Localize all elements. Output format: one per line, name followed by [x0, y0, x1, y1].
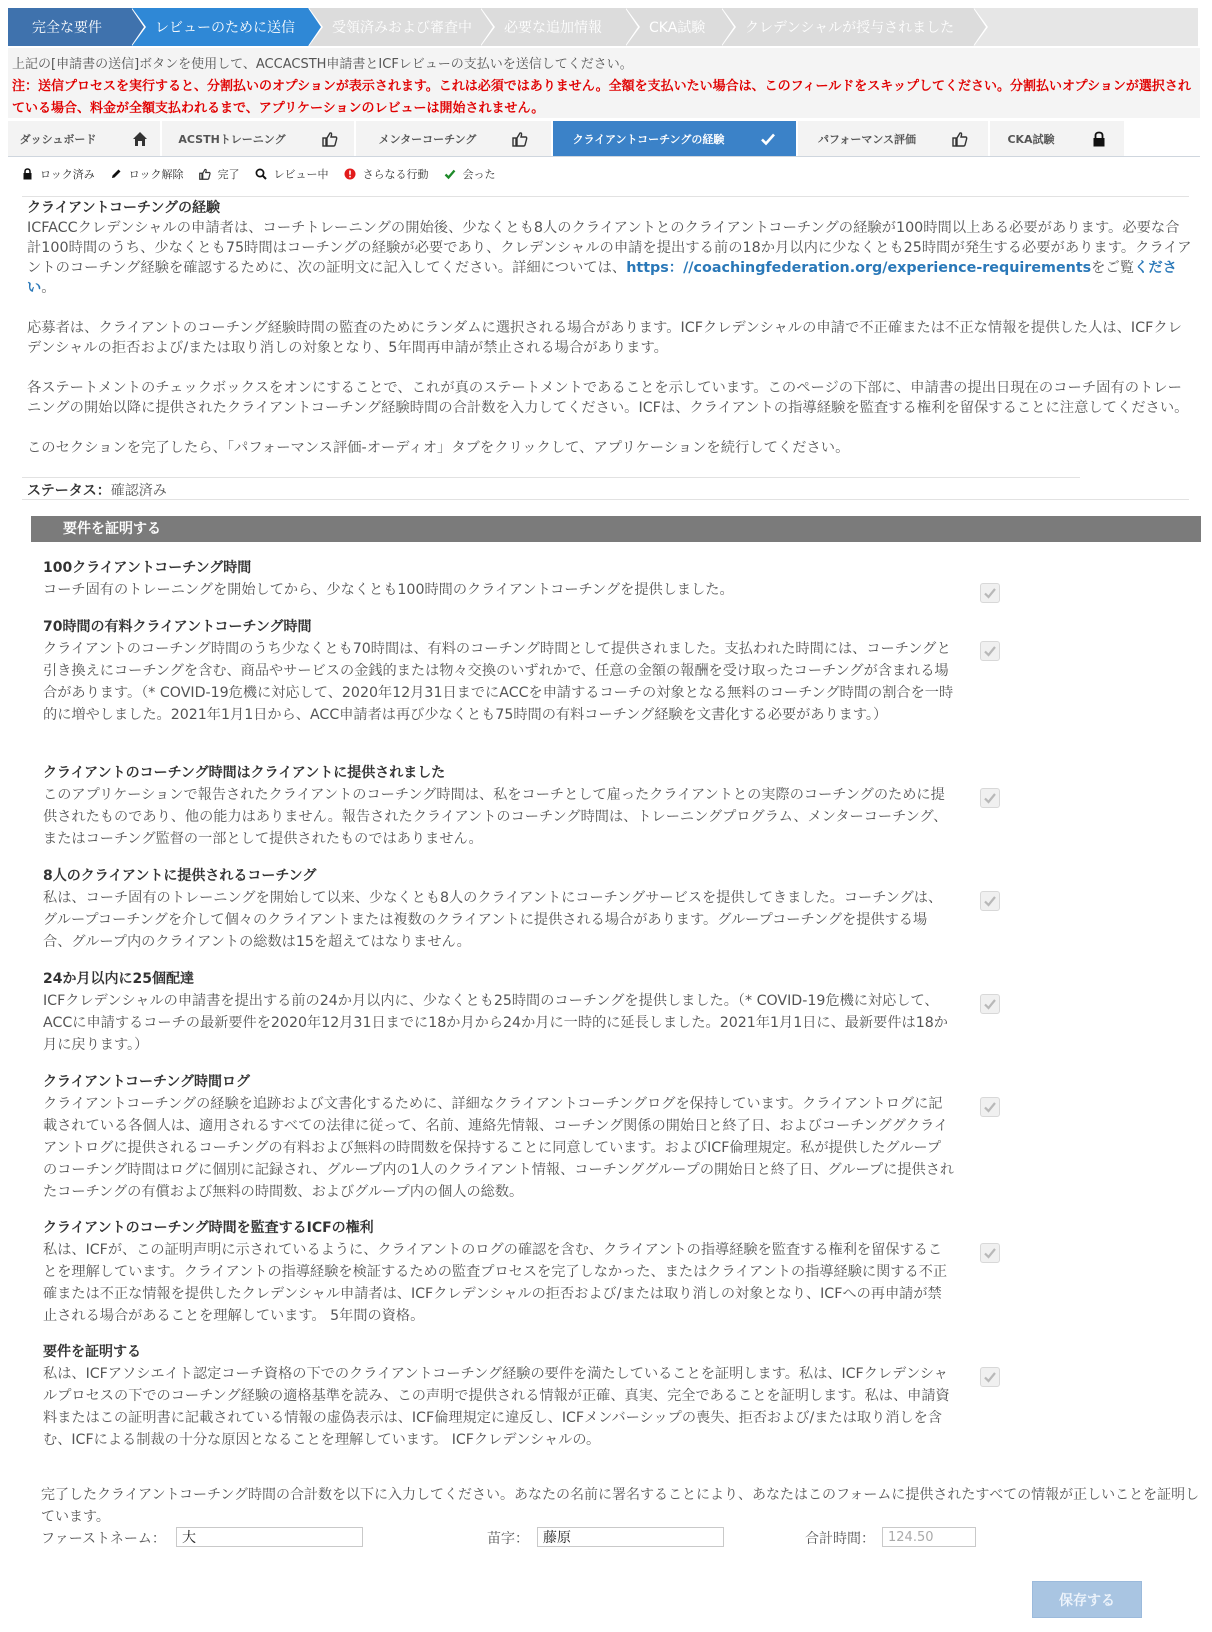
see-here-link[interactable]: ください: [27, 260, 1177, 296]
last-name-label: 苗字：: [487, 1531, 529, 1547]
thumbs-up-icon: [952, 131, 968, 147]
attest-checkbox[interactable]: [980, 788, 1000, 808]
section-tabs: [8, 121, 1200, 157]
submission-notice: [8, 48, 1200, 118]
legend-label: ロック解除: [128, 168, 184, 181]
legend-label: さらなる行動: [362, 168, 429, 181]
tab-cka-exam[interactable]: [990, 121, 1126, 156]
step-label: 完全な要件: [32, 20, 102, 36]
alert-icon: [344, 168, 356, 180]
tab-client-coaching-experience[interactable]: [553, 121, 798, 156]
step-submit-for-review[interactable]: [131, 8, 308, 46]
attest-item-body: ICFクレデンシャルの申請書を提出する前の24か月以内に、少なくとも25時間のコーチングを提供しました。（* COVID-19危機に対応して、ACCに申請するコーチの最新要件を2020年12月31日までに18か月から24か月に一時的に延長しました。2021年1月1日に、最新要件は18か月に戻ります。）: [43, 993, 948, 1053]
checkmark-icon: [983, 1370, 997, 1384]
attest-item-body: このアプリケーションで報告されたクライアントのコーチング時間は、私をコーチとして雇ったクライアントとの実際のコーチングのために提供されたものであり、他の能力はありません。報告されたクライアントのコーチング時間は、トレーニングプログラム、メンターコーチング、またはコーチング監督の一部として提供されたものではありません。: [43, 787, 948, 847]
legend-met: [444, 166, 496, 182]
divider: [22, 477, 1080, 478]
intro-text: をご覧: [1091, 260, 1135, 276]
attest-section-header: 要件を証明する: [31, 516, 1201, 542]
attest-item: [43, 865, 955, 953]
attest-item-title: 100クライアントコーチング時間: [43, 560, 252, 576]
legend-further-action: [344, 166, 429, 182]
legend-label: ロック済み: [40, 168, 95, 181]
checkmark-icon: [983, 644, 997, 658]
attest-item-title: 24か月以内に25個配達: [43, 971, 194, 987]
attest-item-body: 私は、ICFが、この証明声明に示されているように、クライアントのログの確認を含む、クライアントの指導経験を監査する権利を留保することを理解しています。クライアントの指導経験を検証するための監査プロセスを完了しなかった、またはクライアントの指導経験に関する不正確または不正な情報を提供したクレデンシャル申請者は、ICFクレデンシャルの拒否および/または取り消しの対象となり、ICFへの再申請が禁止される場合があることを理解しています。 5年間の資格。: [43, 1242, 948, 1324]
attest-item: [43, 1217, 955, 1327]
intro-text: ICFACCクレデンシャルの申請者は、コーチトレーニングの開始後、少なくとも8人のクライアントとのクライアントコーチングの経験が100時間以上ある必要があります。必要な合計100時間のうち、少なくとも75時間はコーチングの経験が必要であり、クレデンシャルの申請を提出する前の18か月以内に少なくとも25時間が発生する必要があります。クライアントのコーチング経験を確認するために、次の証明文に記入してください。詳細については、: [27, 220, 1192, 276]
legend-locked: [22, 166, 95, 182]
status-value: 確認済み: [110, 483, 167, 499]
tab-label: ACSTHトレーニング: [178, 132, 286, 146]
tab-mentor-coaching[interactable]: [356, 121, 553, 156]
save-button[interactable]: 保存する: [1032, 1581, 1142, 1618]
intro-paragraph-audit: 応募者は、クライアントのコーチング経験時間の監査のためにランダムに選択される場合があります。ICFクレデンシャルの申請で不正確または不正な情報を提供した人は、ICFクレデンシャルの拒否および/または取り消しの対象となり、5年間再申請が禁止される場合があります。: [27, 320, 1182, 356]
total-hours-label: 合計時間：: [805, 1531, 875, 1547]
status-legend: [22, 165, 511, 183]
status-label: ステータス：: [27, 483, 111, 499]
first-name-label: ファーストネーム：: [41, 1531, 166, 1547]
attest-item-title: 70時間の有料クライアントコーチング時間: [43, 619, 312, 635]
checkmark-icon: [983, 894, 997, 908]
attest-checkbox[interactable]: [980, 1243, 1000, 1263]
attest-checkbox[interactable]: [980, 891, 1000, 911]
step-label: クレデンシャルが授与されました: [745, 20, 955, 36]
home-icon: [132, 131, 148, 147]
attest-item: [43, 968, 955, 1056]
checkmark-icon: [983, 1246, 997, 1260]
attest-item-body: 私は、コーチ固有のトレーニングを開始して以来、少なくとも8人のクライアントにコーチングサービスを提供してきました。コーチングは、グループコーチングを介して個々のクライアントまたは複数のクライアントに提供される場合があります。グループコーチングを提供する場合、グループ内のクライアントの総数は15を超えてはなりません。: [43, 890, 943, 950]
last-name-field[interactable]: [537, 1527, 724, 1547]
checkmark-icon: [983, 586, 997, 600]
legend-label: 完了: [217, 168, 240, 181]
section-title: クライアントコーチングの経験: [27, 200, 221, 216]
attest-item: [43, 557, 955, 601]
step-label: CKA試験: [649, 20, 706, 36]
intro-text: 。: [41, 280, 56, 296]
divider: [22, 196, 1189, 197]
checkmark-icon: [983, 997, 997, 1011]
intro-paragraph-next: このセクションを完了したら、「パフォーマンス評価-オーディオ」タブをクリックして、アプリケーションを続行してください。: [27, 440, 850, 456]
tab-performance-evaluation[interactable]: [798, 121, 990, 156]
thumbs-up-icon: [322, 131, 338, 147]
step-complete-requirements[interactable]: [8, 8, 131, 46]
tab-label: メンターコーチング: [378, 132, 477, 146]
legend-under-review: [255, 166, 329, 182]
attest-item-title: クライアントコーチング時間ログ: [43, 1074, 251, 1090]
tab-label: ダッシュボード: [19, 132, 97, 146]
step-label: 受領済みおよび審査中: [332, 20, 472, 36]
total-hours-note: 完了したクライアントコーチング時間の合計数を以下に入力してください。あなたの名前に署名することにより、あなたはこのフォームに提供されたすべての情報が正しいことを証明しています。: [41, 1487, 1200, 1525]
intro-section: [27, 198, 1192, 458]
first-name-field[interactable]: [176, 1527, 363, 1547]
divider: [22, 499, 1189, 500]
checkmark-icon: [983, 1100, 997, 1114]
pencil-icon: [110, 168, 122, 180]
tab-label: パフォーマンス評価: [817, 132, 917, 146]
legend-label: 会った: [462, 168, 496, 181]
attest-item: [43, 616, 955, 726]
status-line: [27, 480, 167, 500]
attest-item: [43, 762, 955, 850]
experience-requirements-link[interactable]: https：//coachingfederation.org/experience-requirements: [626, 260, 1092, 276]
attest-item-title: クライアントのコーチング時間はクライアントに提供されました: [43, 765, 446, 781]
tab-label: CKA試験: [1007, 132, 1055, 146]
tab-label: クライアントコーチングの経験: [572, 132, 725, 146]
tab-dashboard[interactable]: [8, 121, 162, 156]
lock-icon: [1091, 131, 1107, 147]
legend-unlocked: [110, 166, 184, 182]
attest-checkbox[interactable]: [980, 641, 1000, 661]
tab-acsth-training[interactable]: [162, 121, 356, 156]
step-label: 必要な追加情報: [504, 20, 602, 36]
step-credential-awarded[interactable]: [721, 8, 973, 46]
attest-item-title: 要件を証明する: [43, 1344, 141, 1360]
attest-item: [43, 1071, 955, 1203]
attest-item-title: クライアントのコーチング時間を監査するICFの権利: [43, 1220, 374, 1236]
search-icon: [255, 168, 267, 180]
attest-item-body: クライアントコーチングの経験を追跡および文書化するために、詳細なクライアントコーチングログを保持しています。クライアントログに記載されている各個人は、適用されるすべての法律に従って、名前、連絡先情報、コーチング関係の開始日と終了日、およびコーチンググクライアントログに提供されるコーチングの有料および無料の時間数を保持することに同意しています。およびICF倫理規定。私が提供したグループのコーチング時間はログに個別に記録され、グループ内の1人のクライアント情報、コーチンググループの開始日と終了日、グループに提供されたコーチングの有償および無料の時間数、およびグループ内の個人の総数。: [43, 1096, 955, 1200]
step-label: レビューのために送信: [155, 20, 295, 36]
attest-checkbox[interactable]: [980, 1097, 1000, 1117]
attest-item: [43, 1341, 955, 1451]
checkmark-icon: [444, 168, 456, 180]
thumbs-up-icon: [199, 168, 211, 180]
legend-complete: [199, 166, 240, 182]
checkmark-icon: [760, 131, 776, 147]
attest-item-body: コーチ固有のトレーニングを開始してから、少なくとも100時間のクライアントコーチングを提供しました。: [43, 582, 734, 598]
notice-warning-text: 注：送信プロセスを実行すると、分割払いのオプションが表示されます。これは必須ではありません。全額を支払いたい場合は、このフィールドをスキップしてください。分割払いオプションが選択されている場合、料金が全額支払われるまで、アプリケーションのレビューは開始されません。: [12, 79, 1191, 116]
attest-checkbox[interactable]: [980, 583, 1000, 603]
notice-info-text: 上記の[申請書の送信]ボタンを使用して、ACCACSTH申請書とICFレビューの支払いを送信してください。: [12, 57, 633, 72]
step-received-under-review[interactable]: [308, 8, 480, 46]
legend-label: レビュー中: [273, 168, 329, 181]
attest-checkbox[interactable]: [980, 994, 1000, 1014]
total-hours-field[interactable]: [882, 1527, 976, 1547]
progress-steps: [8, 8, 1198, 46]
intro-paragraph-checkbox: 各ステートメントのチェックボックスをオンにすることで、これが真のステートメントであることを示しています。このページの下部に、申請書の提出日現在のコーチ固有のトレーニングの開始以降に提供されたクライアントコーチング経験時間の合計数を入力してください。ICFは、クライアントの指導経験を監査する権利を留保することに注意してください。: [27, 380, 1189, 416]
checkmark-icon: [983, 791, 997, 805]
attest-item-body: 私は、ICFアソシエイト認定コーチ資格の下でのクライアントコーチング経験の要件を満たしていることを証明します。私は、ICFクレデンシャルプロセスの下でのコーチング経験の適格基準を読み、この声明で提供される情報が正確、真実、完全であることを証明します。私は、申請資料またはこの証明書に記載されている情報の虚偽表示は、ICF倫理規定に違反し、ICFメンバーシップの喪失、拒否および/または取り消しを含む、ICFによる制裁の十分な原因となることを理解しています。 ICFクレデンシャルの。: [43, 1366, 950, 1448]
intro-paragraph-requirements: [27, 218, 1192, 298]
attest-item-body: クライアントのコーチング時間のうち少なくとも70時間は、有料のコーチング時間として提供されました。支払われた時間には、コーチングと引き換えにコーチングを含む、商品やサービスの金銭的または物々交換のいずれかで、任意の金額の報酬を受け取ったコーチングが含まれる場合があります。（* COVID-19危機に対応して、2020年12月31日までにACCを申請するコーチの対象となる無料のコーチング時間の割合を一時的に増やしました。2021年1月1日から、ACC申請者は再び少なくとも75時間の有料コーチング経験を文書化する必要があります。）: [43, 641, 954, 723]
lock-icon: [22, 168, 33, 180]
attest-item-title: 8人のクライアントに提供されるコーチング: [43, 868, 317, 884]
attest-checkbox[interactable]: [980, 1367, 1000, 1387]
step-additional-info[interactable]: [480, 8, 625, 46]
thumbs-up-icon: [512, 131, 528, 147]
